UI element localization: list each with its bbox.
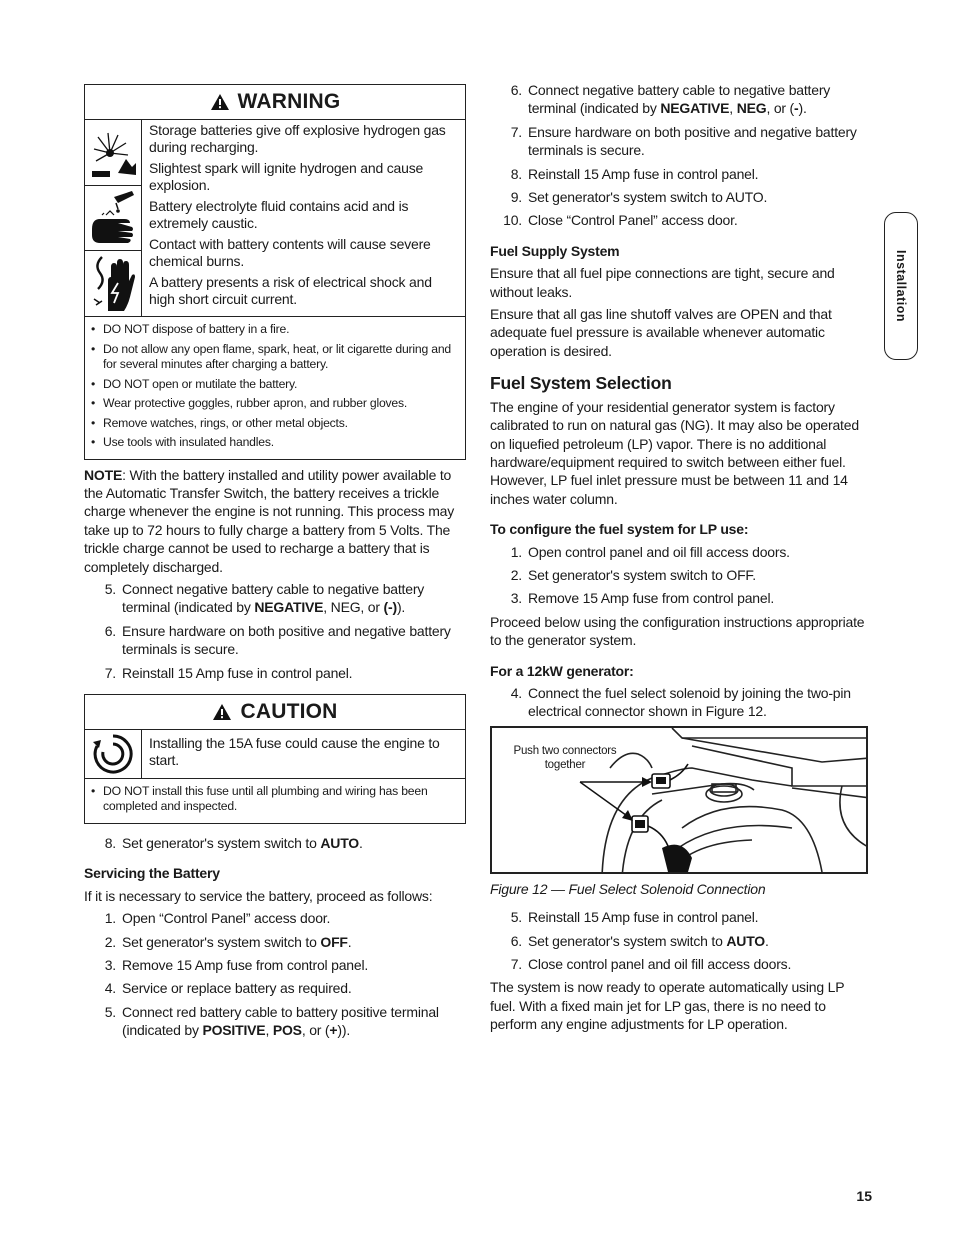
list-item: 5. Reinstall 15 Amp fuse in control panel. xyxy=(510,909,759,926)
section-side-tab: Installation xyxy=(884,212,918,360)
list-item: 5. Connect negative battery cable to negative battery terminal (indicated by NEGATIVE, NEG, or (-)). xyxy=(104,580,425,616)
warning-hazard-text: Storage batteries give off explosive hydrogen gas during recharging. xyxy=(149,122,446,155)
right-column xyxy=(490,81,868,1038)
battery-steps-list xyxy=(84,580,466,682)
caution-hazard-text: Installing the 15A fuse could cause the engine to start. xyxy=(149,734,440,768)
list-item: 4. Service or replace battery as required. xyxy=(104,980,352,997)
fuel-selection-paragraph: The engine of your residential generator system is factory calibrated to run on natural gas (NG). It may also be operated on liquefied petroleum (LP) vapor. There is no additional hardware/equipment required to switch between either fuel. However, LP fuel inlet pressure must be between 11 and 14 inches water column. xyxy=(490,398,859,507)
servicing-heading: Servicing the Battery xyxy=(84,865,220,882)
left-column xyxy=(84,84,466,1045)
list-item: • DO NOT dispose of battery in a fire. xyxy=(91,322,459,338)
list-item: • Use tools with insulated handles. xyxy=(91,435,459,451)
list-item: 1. Open “Control Panel” access door. xyxy=(104,910,331,927)
list-item: 7. Ensure hardware on both positive and negative battery terminals is secure. xyxy=(510,123,857,159)
fuel-supply-paragraph: Ensure that all fuel pipe connections are tight, secure and without leaks. xyxy=(490,265,835,300)
list-item: 2. Set generator's system switch to OFF. xyxy=(104,933,352,950)
servicing-steps-list xyxy=(84,909,466,1039)
warning-hazards xyxy=(85,120,465,317)
proceed-paragraph: Proceed below using the configuration instructions appropriate to the generator system. xyxy=(490,613,865,649)
warning-hazard-text: Slightest spark will ignite hydrogen and cause explosion. xyxy=(149,160,424,193)
list-item: 4. Connect the fuel select solenoid by joining the two-pin electrical connector shown in Figure 12. xyxy=(510,684,851,720)
warning-triangle-icon xyxy=(212,703,232,721)
twelve-kw-heading: For a 12kW generator: xyxy=(490,662,634,679)
page-number: 15 xyxy=(856,1188,872,1204)
warning-title: WARNING xyxy=(85,85,465,120)
caution-box xyxy=(84,694,466,824)
fuel-supply-heading: Fuel Supply System xyxy=(490,242,620,259)
warning-hazard-text: A battery presents a risk of electrical shock and high short circuit current. xyxy=(149,274,432,307)
list-item: 3. Remove 15 Amp fuse from control panel. xyxy=(104,957,369,973)
list-item: • Wear protective goggles, rubber apron, and rubber gloves. xyxy=(91,396,459,412)
list-item: 3. Remove 15 Amp fuse from control panel. xyxy=(510,590,775,607)
configure-lp-steps xyxy=(490,543,868,608)
servicing-intro: If it is necessary to service the battery, proceed as follows: xyxy=(84,887,433,904)
list-item: 6. Set generator's system switch to AUTO. xyxy=(510,932,769,949)
list-item: 5. Connect red battery cable to battery positive terminal (indicated by POSITIVE, POS, or (+)). xyxy=(104,1003,439,1039)
list-item: • Do not allow any open flame, spark, heat, or lit cigarette during and for several minutes after charging a battery. xyxy=(91,342,459,373)
list-item: 8. Reinstall 15 Amp fuse in control panel. xyxy=(510,165,759,182)
list-item: 6. Connect negative battery cable to negative battery terminal (indicated by NEGATIVE, NEG, or (-). xyxy=(510,82,831,117)
figure-12-image xyxy=(490,726,868,874)
list-item: 10. Close “Control Panel” access door. xyxy=(503,212,738,229)
list-item: 6. Ensure hardware on both positive and negative battery terminals is secure. xyxy=(104,622,451,658)
moving-parts-icon xyxy=(85,730,141,778)
twelve-kw-steps xyxy=(490,908,868,973)
caution-bullet-list xyxy=(85,779,465,823)
electric-shock-icon xyxy=(85,251,141,316)
warning-box xyxy=(84,84,466,460)
battery-steps-continued xyxy=(490,81,868,230)
acid-burn-icon xyxy=(85,186,141,252)
list-item: 2. Set generator's system switch to OFF. xyxy=(510,566,756,583)
warning-triangle-icon xyxy=(210,93,230,111)
list-item: • DO NOT open or mutilate the battery. xyxy=(91,377,459,393)
figure-caption: Figure 12 — Fuel Select Solenoid Connection xyxy=(490,880,766,897)
figure-callout-label: Push two connectors together xyxy=(513,744,617,771)
fuel-selection-heading: Fuel System Selection xyxy=(490,373,672,394)
closing-paragraph: The system is now ready to operate automatically using LP fuel. With a fixed main jet for LP gas, there is no need to perform any engine adjustments for LP operation. xyxy=(490,979,845,1033)
list-item: • Remove watches, rings, or other metal objects. xyxy=(91,416,459,432)
list-item: 9. Set generator's system switch to AUTO. xyxy=(510,189,768,206)
list-item: 7. Close control panel and oil fill access doors. xyxy=(510,956,792,972)
list-item: 1. Open control panel and oil fill access doors. xyxy=(510,543,790,560)
caution-title: CAUTION xyxy=(85,695,465,730)
explosion-icon xyxy=(85,120,141,186)
warning-bullet-list xyxy=(85,317,465,459)
list-item: 8. Set generator's system switch to AUTO. xyxy=(104,834,363,851)
fuel-supply-paragraph: Ensure that all gas line shutoff valves are OPEN and that adequate fuel pressure is available whenever automatic operation is desired. xyxy=(490,306,832,359)
warning-hazard-text: Battery electrolyte fluid contains acid and is extremely caustic. xyxy=(149,198,409,231)
note-paragraph: NOTE: With the battery installed and utility power available to the Automatic Transfer Switch, the battery receives a trickle charge whenever the engine is not running. This process may take up to 72 hours to fully charge a battery from 5 Volts. The trickle charge cannot be used to recharge a battery that is completely discharged. xyxy=(84,466,455,575)
warning-hazard-text: Contact with battery contents will cause severe chemical burns. xyxy=(149,236,431,269)
list-item: • DO NOT install this fuse until all plumbing and wiring has been completed and inspected. xyxy=(91,784,459,815)
list-item: 7. Reinstall 15 Amp fuse in control panel. xyxy=(104,664,353,681)
configure-lp-heading: To configure the fuel system for LP use: xyxy=(490,521,749,538)
